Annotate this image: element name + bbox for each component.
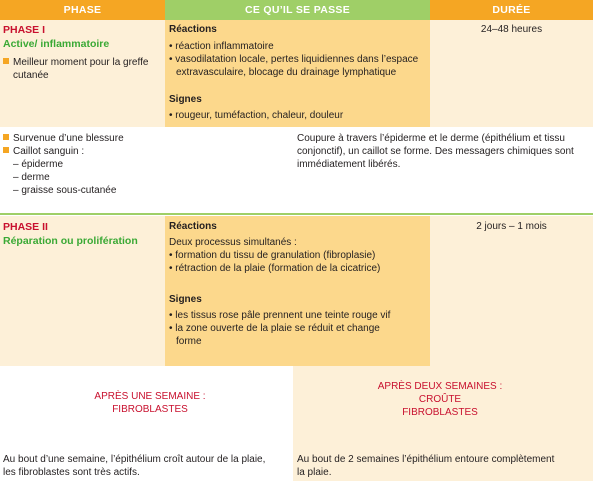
phase1-right-bg [430, 20, 593, 127]
phase1-note: Meilleur moment pour la greffe cutanée [3, 56, 148, 82]
bullet-square-icon [3, 147, 9, 153]
bullet-square-icon [3, 58, 9, 64]
phase2-name: Réparation ou prolifération [3, 235, 138, 247]
text-one-week: Au bout d’une semaine, l’épithélium croît autour de la plaie, les fibroblastes sont très actifs. [3, 454, 266, 478]
header-duration: DURÉE [430, 0, 593, 20]
phase2-right-bg [430, 216, 593, 366]
phase1-duration: 24–48 heures [480, 24, 543, 35]
phase2-reactions-list: Deux processus simultanés : • formation du tissu de granulation (fibroplasie) • rétraction de la plaie (formation de la cicatrice) [169, 237, 381, 274]
phase2-label: PHASE II [3, 221, 48, 233]
phase1-reactions-list: • réaction inflammatoire • vasodilatation locale, pertes liquidiennes dans l’espace extravasculaire, blocage du drainage lymphatique [169, 41, 419, 78]
bullet-square-icon [3, 134, 9, 140]
phase2-signes-title: Signes [169, 294, 202, 305]
phase1-signes-title: Signes [169, 94, 202, 105]
phase1-signes: • rougeur, tuméfaction, chaleur, douleur [169, 110, 344, 121]
header-what-happens: CE QU’IL SE PASSE [165, 0, 430, 20]
phase1-left-items: Survenue d’une blessure Caillot sanguin : – épiderme – derme – graisse sous-cutanée [3, 132, 124, 197]
caption-one-week: APRÈS UNE SEMAINE : FIBROBLASTES [94, 391, 206, 415]
phase2-signes-list: • les tissus rose pâle prennent une teinte rouge vif • la zone ouverte de la plaie se réduit et change forme [169, 310, 391, 347]
caption-two-weeks: APRÈS DEUX SEMAINES : CROÛTE FIBROBLASTES [377, 381, 503, 418]
phase2-reactions-title: Réactions [169, 221, 217, 232]
phase2-duration: 2 jours – 1 mois [476, 221, 547, 232]
phase1-description: Coupure à travers l’épiderme et le derme (épithélium et tissu conjonctif), un caillot se forme. Des messagers chimiques sont immédiatement libérés. [297, 133, 574, 170]
header-phase: PHASE [0, 0, 165, 20]
phase1-reactions-title: Réactions [169, 24, 217, 35]
phase-separator [0, 213, 593, 215]
text-two-weeks: Au bout de 2 semaines l’épithélium entoure complètement la plaie. [297, 454, 555, 478]
phase1-label: PHASE I [3, 24, 46, 36]
phase1-name: Active/ inflammatoire [3, 38, 110, 50]
